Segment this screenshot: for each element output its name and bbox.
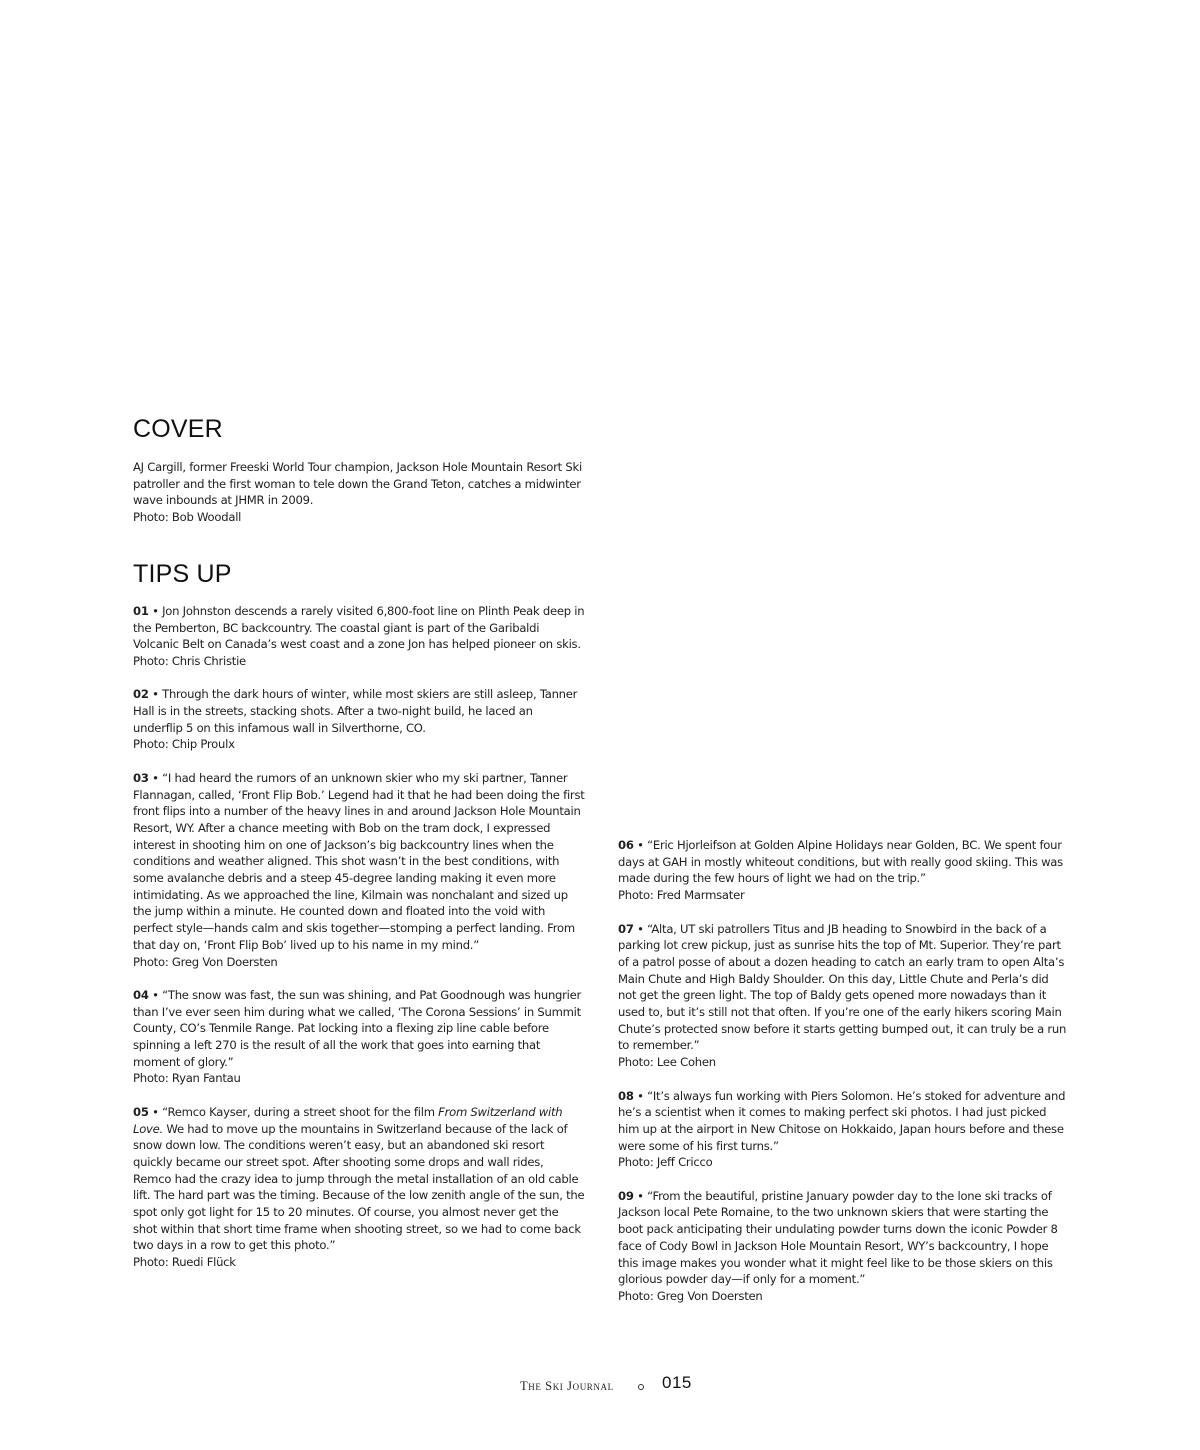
- entry-photo-credit: Photo: Lee Cohen: [618, 1055, 716, 1070]
- entry-number: 05: [133, 1104, 149, 1119]
- circle-separator-icon: [638, 1384, 644, 1390]
- entry-text: “Alta, UT ski patrollers Titus and JB heading to Snowbird in the back of a parking lot crew pickup, just as sunrise hits the top of Mt. Superior. They’re part of a patrol posse of about a dozen heading to catch an early tram to open Alta’s Main Chute and High Baldy Shoulder. On this day, Little Chute and Perla’s did not get the green light. The top of Baldy gets opened more nowadays than it used to, but it’s still not that often. If you’re one of the early hikers scoring Main Chute’s protected snow before it starts getting bumped out, it can truly be a run to remember.”: [618, 921, 1067, 1053]
- entry-text: Through the dark hours of winter, while most skiers are still asleep, Tanner Hall is in the streets, stacking shots. After a two-night build, he laced an underflip 5 on this infamous wall in Silverthorne, CO.: [133, 687, 578, 735]
- entry-number: 02: [133, 687, 149, 702]
- entry-number: 07: [618, 921, 634, 936]
- entry-separator: •: [148, 987, 163, 1002]
- tips-entry-08: [618, 1088, 1070, 1172]
- entry-text: Jon Johnston descends a rarely visited 6,800-foot line on Plinth Peak deep in the Pemberton, BC backcountry. The coastal giant is part of the Garibaldi Volcanic Belt on Canada’s west coast and a zone Jon has helped pioneer on skis.: [133, 603, 585, 652]
- entry-text: “It’s always fun working with Piers Solomon. He’s stoked for adventure and he’s a scientist when it comes to making perfect ski photos. I had just picked him up at the airport in New Chitose on Hokkaido, Japan hours before and these were some of his first turns.”: [618, 1088, 1066, 1153]
- entry-photo-credit: Photo: Greg Von Doersten: [618, 1288, 763, 1303]
- entry-photo-credit: Photo: Ruedi Flück: [133, 1255, 236, 1270]
- tips-up-heading: TIPS UP: [133, 559, 232, 588]
- entry-text: “Eric Hjorleifson at Golden Alpine Holidays near Golden, BC. We spent four days at GAH in mostly whiteout conditions, but with really good skiing. This was made during the few hours of light we had on the trip.”: [618, 838, 1063, 886]
- entry-number: 06: [618, 838, 634, 852]
- right-column: [618, 837, 1070, 1321]
- entry-photo-credit: Photo: Chip Proulx: [133, 737, 235, 752]
- cover-caption-text: AJ Cargill, former Freeski World Tour champion, Jackson Hole Mountain Resort Ski patroller and the first woman to tele down the Grand Teton, catches a midwinter wave inbounds at JHMR in 2009.: [133, 460, 582, 508]
- tips-entry-02: [133, 686, 585, 753]
- entry-number: 03: [133, 770, 149, 785]
- entry-text: “The snow was fast, the sun was shining, and Pat Goodnough was hungrier than I’ve ever seen him during what we called, ‘The Corona Sessions’ in Summit County, CO’s Tenmile Range. Pat locking into a flexing zip line cable before spinning a left 270 is the result of all the work that goes into earning that moment of glory.”: [133, 987, 582, 1069]
- tips-entry-04: [133, 987, 585, 1087]
- entry-separator: •: [633, 1088, 648, 1103]
- entry-separator: •: [148, 1104, 163, 1119]
- cover-heading: COVER: [133, 415, 223, 443]
- entry-text: “From the beautiful, pristine January powder day to the lone ski tracks of Jackson local Pete Romaine, to the two unknown skiers that were starting the boot pack anticipating their undulating powder turns down the iconic Powder 8 face of Cody Bowl in Jackson Hole Mountain Resort, WY’s backcountry, I hope this image makes you wonder what it might feel like to be those skiers on this glorious powder day—if only for a moment.”: [618, 1188, 1058, 1287]
- tips-entry-06: [618, 837, 1070, 904]
- entry-number: 01: [133, 603, 149, 618]
- entry-number: 04: [133, 987, 149, 1002]
- entry-separator: •: [148, 770, 163, 785]
- entry-text: “I had heard the rumors of an unknown skier who my ski partner, Tanner Flannagan, called, ‘Front Flip Bob.’ Legend had it that he had been doing the first front flips into a number of the heavy lines in and around Jackson Hole Mountain Resort, WY. After a chance meeting with Bob on the tram dock, I expressed interest in shooting him on one of Jackson’s big backcountry lines when the conditions and weather aligned. This shot wasn’t in the best conditions, with some avalanche debris and a steep 45-degree landing making it even more intimidating. As we approached the line, Kilmain was nonchalant and sized up the jump within a minute. He counted down and floated into the void with perfect style—hands calm and skis together—stomping a perfect landing. From that day on, ‘Front Flip Bob’ lived up to his name in my mind.”: [133, 770, 585, 952]
- publication-name: The Ski Journal: [520, 1379, 614, 1393]
- entry-text-after-title: We had to move up the mountains in Switzerland because of the lack of snow down low. The conditions weren’t easy, but an abandoned ski resort quickly became our street spot. After shooting some drops and wall rides, Remco had the crazy idea to jump through the metal installation of an old cable lift. The hard part was the timing. Because of the low zenith angle of the sun, the spot only got light for 15 to 20 minutes. Of course, you almost never get the shot within that short time frame when shooting street, so we had to come back two days in a row to get this photo.”: [133, 1121, 585, 1253]
- entry-separator: •: [633, 921, 648, 936]
- entry-photo-credit: Photo: Ryan Fantau: [133, 1071, 241, 1086]
- entry-photo-credit: Photo: Fred Marmsater: [618, 888, 745, 903]
- entry-text-before-title: “Remco Kayser, during a street shoot for the film: [162, 1104, 439, 1119]
- entry-photo-credit: Photo: Chris Christie: [133, 653, 246, 668]
- entry-photo-credit: Photo: Greg Von Doersten: [133, 954, 278, 969]
- page-footer: [0, 1371, 1200, 1401]
- entry-separator: •: [148, 603, 163, 618]
- entry-separator: •: [633, 838, 648, 852]
- entry-number: 08: [618, 1088, 634, 1103]
- tips-entry-07: [618, 921, 1070, 1071]
- film-title: From Switzerland with Love.: [133, 1104, 563, 1136]
- tips-entry-05: [133, 1104, 585, 1271]
- entry-photo-credit: Photo: Jeff Cricco: [618, 1155, 713, 1170]
- entry-number: 09: [618, 1188, 634, 1203]
- tips-entry-01: [133, 603, 585, 670]
- cover-caption: [133, 459, 585, 526]
- tips-entry-09: [618, 1188, 1070, 1305]
- entry-separator: •: [633, 1188, 648, 1203]
- page-number: 015: [662, 1373, 692, 1392]
- entry-separator: •: [148, 687, 163, 702]
- cover-photo-credit: Photo: Bob Woodall: [133, 510, 242, 525]
- tips-entry-03: [133, 770, 585, 970]
- left-column: [133, 414, 585, 1288]
